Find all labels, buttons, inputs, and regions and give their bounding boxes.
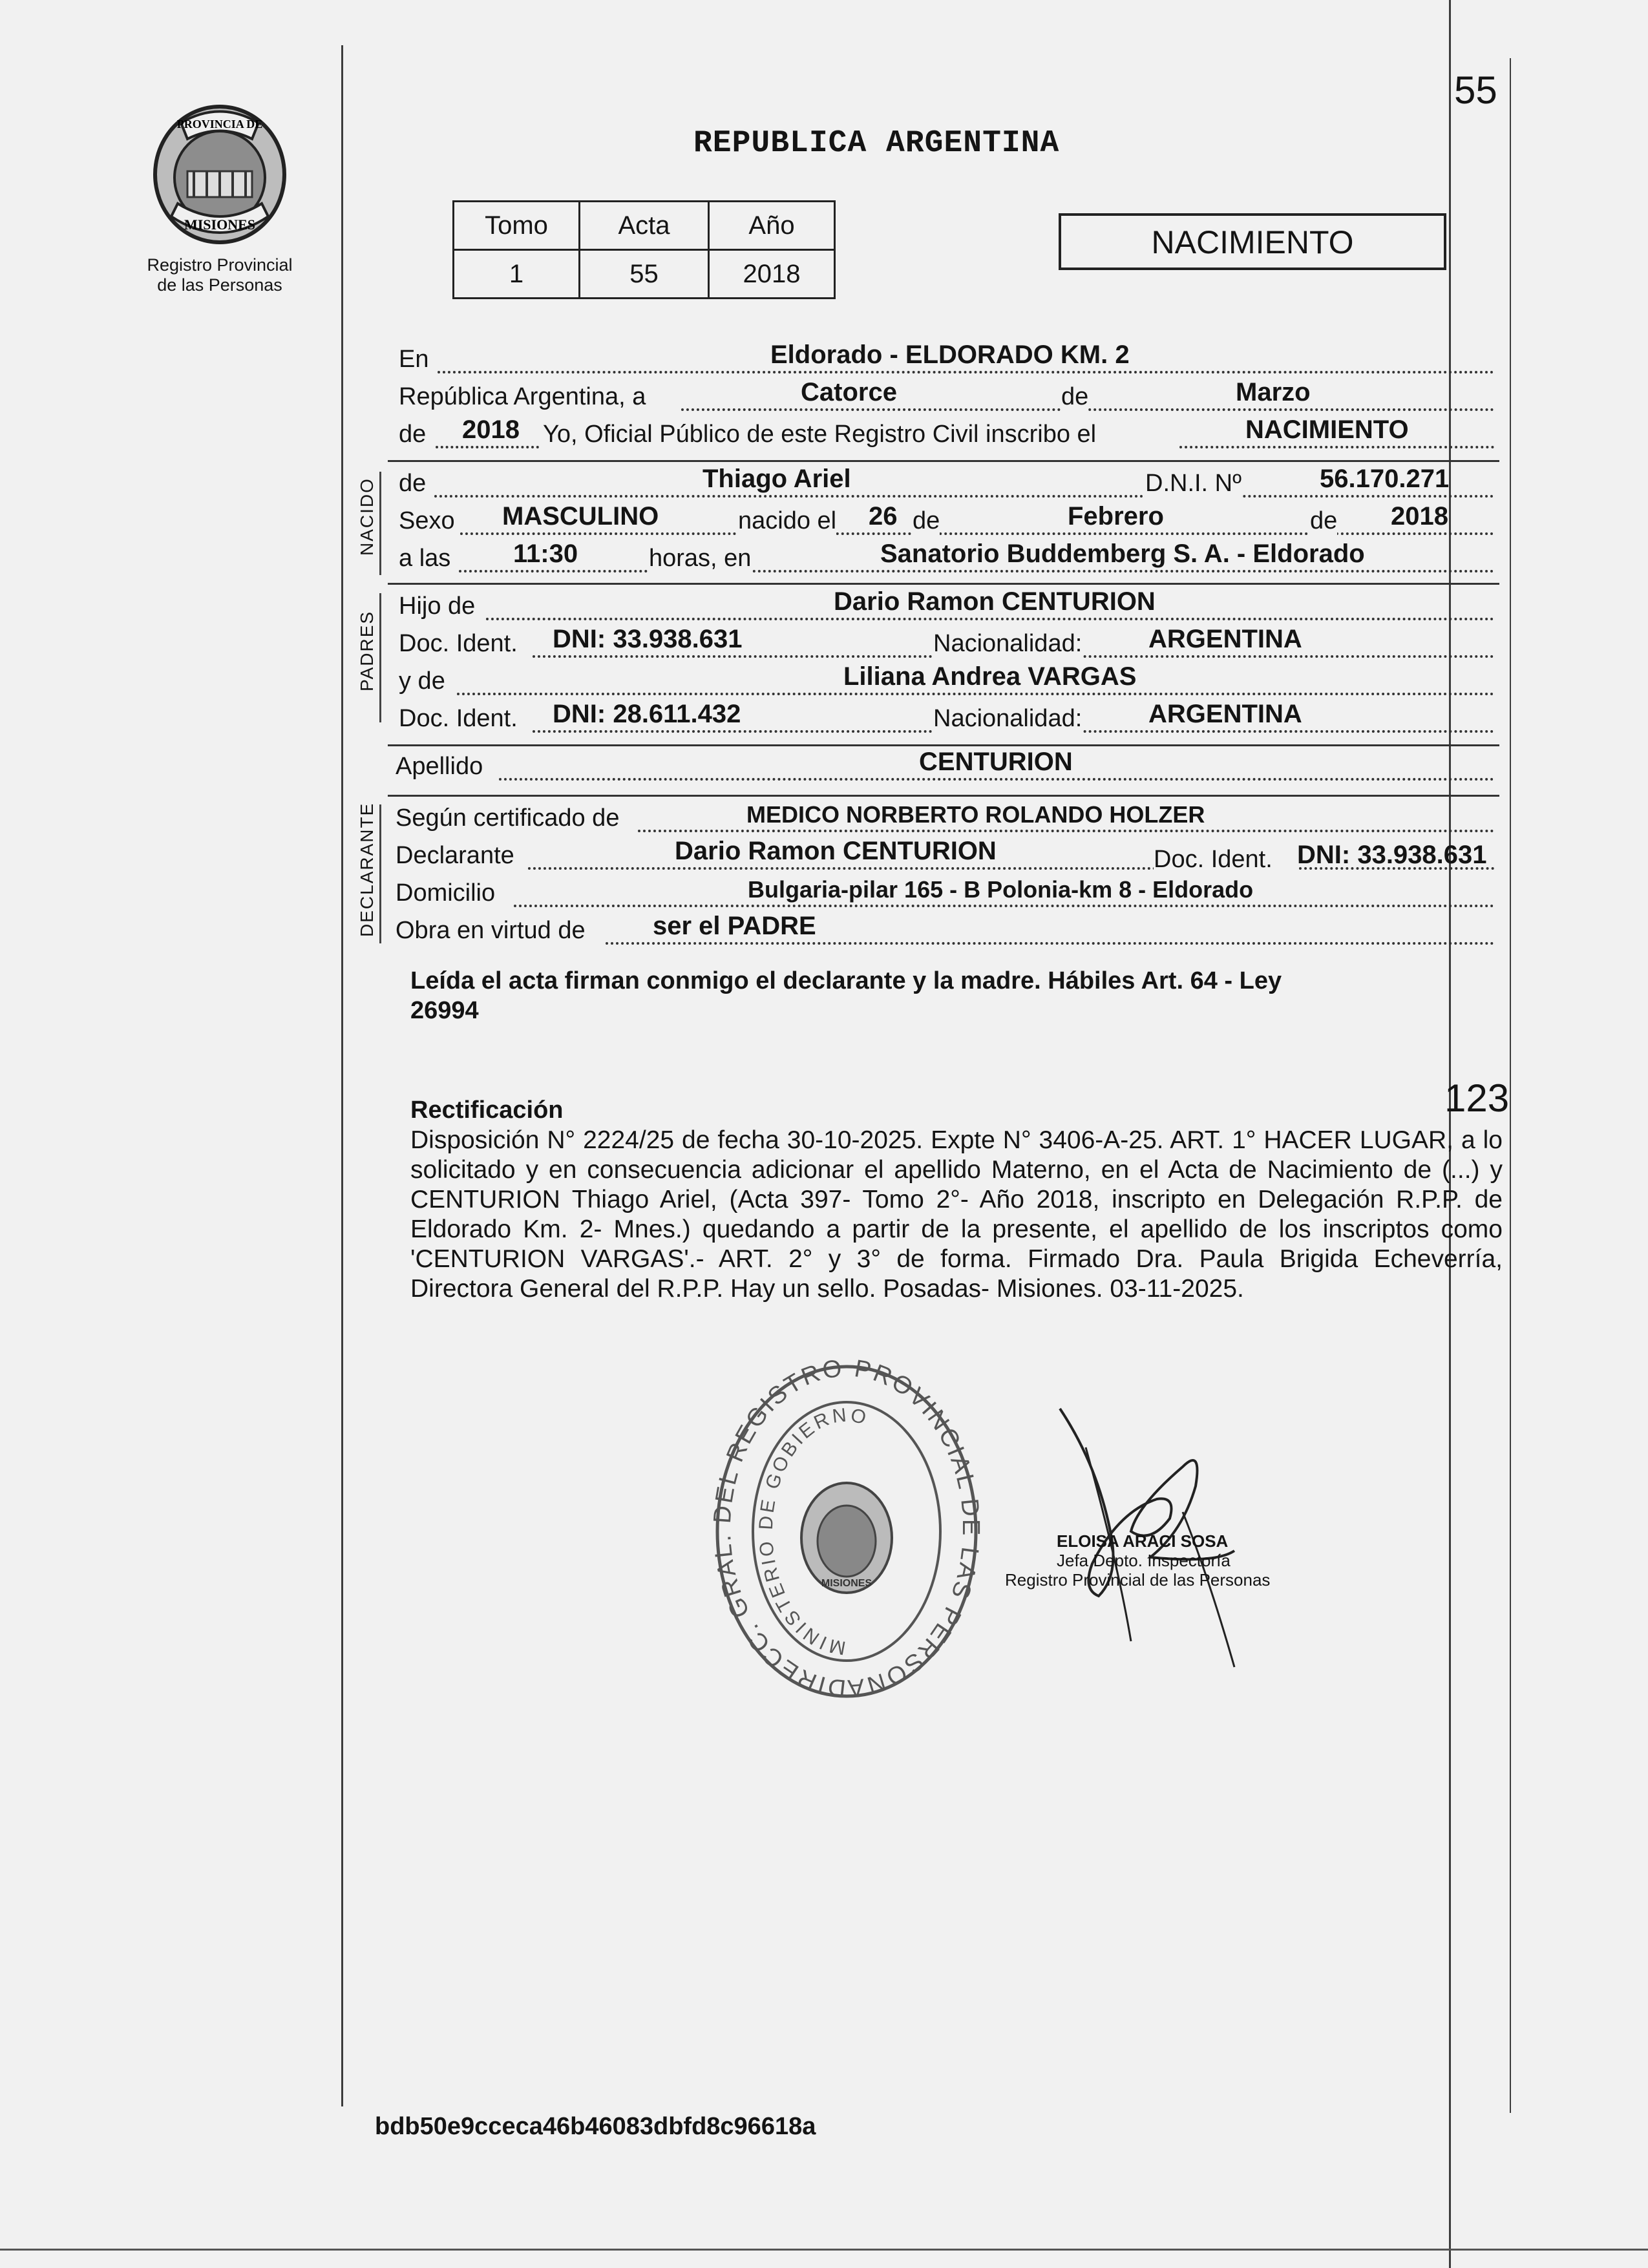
value-father-nationality: ARGENTINA <box>1148 625 1302 653</box>
value-child-dni: 56.170.271 <box>1320 465 1450 493</box>
table-header-tomo: Tomo <box>454 202 580 250</box>
label-de3: de <box>399 470 427 497</box>
label-hijo: Hijo de <box>399 593 476 620</box>
label-doc-ident: Doc. Ident. <box>399 630 518 657</box>
section-bracket <box>379 804 381 943</box>
label-declarante: Declarante <box>396 842 514 869</box>
value-birth-month: Febrero <box>1068 502 1164 530</box>
value-year: 2018 <box>462 415 520 444</box>
label-a-las: a las <box>399 545 451 572</box>
label-dni: D.N.I. Nº <box>1145 470 1241 497</box>
dotted-line <box>457 693 1494 695</box>
label-segun: Según certificado de <box>396 804 620 832</box>
dotted-line <box>459 570 1494 572</box>
svg-text:PROVINCIA DE: PROVINCIA DE <box>176 118 263 131</box>
page-title: REPUBLICA ARGENTINA <box>693 126 1060 161</box>
label-yo: Yo, Oficial Público de este Registro Civil inscribo el <box>543 421 1097 448</box>
row-date <box>396 380 1494 417</box>
label-nacionalidad: Nacionalidad: <box>933 630 1083 657</box>
row-certificate <box>396 801 1494 839</box>
page-number-top: 55 <box>1454 68 1497 112</box>
label-de: de <box>1061 383 1089 410</box>
table-value-acta: 55 <box>580 250 709 299</box>
side-label-padres: PADRES <box>357 610 377 691</box>
table-header-anio: Año <box>709 202 835 250</box>
label-obra: Obra en virtud de <box>396 917 586 944</box>
value-birth-time: 11:30 <box>513 540 578 568</box>
value-child-name: Thiago Ariel <box>703 465 851 493</box>
svg-text:DIRECC. GRAL. DEL REGISTRO PRO: DIRECC. GRAL. DEL REGISTRO PROVINCIAL DE LAS PERSONA <box>711 1357 982 1702</box>
value-address: Bulgaria-pilar 165 - B Polonia-km 8 - Eldorado <box>748 876 1254 903</box>
value-surname: CENTURION <box>919 748 1073 776</box>
table-header-acta: Acta <box>580 202 709 250</box>
row-time-place <box>396 541 1494 579</box>
value-month: Marzo <box>1236 378 1311 406</box>
value-father-name: Dario Ramon CENTURION <box>834 587 1156 616</box>
bottom-edge-line <box>0 2249 1648 2251</box>
value-declarant-name: Dario Ramon CENTURION <box>675 837 997 865</box>
value-place: Eldorado - ELDORADO KM. 2 <box>770 341 1130 369</box>
dotted-line <box>438 371 1494 373</box>
label-nacido: nacido el <box>738 507 837 534</box>
registry-caption-line1: Registro Provincial <box>147 255 293 275</box>
label-nacionalidad2: Nacionalidad: <box>933 705 1083 732</box>
row-father <box>396 589 1494 627</box>
value-inscribe-type: NACIMIENTO <box>1245 415 1409 444</box>
section-separator <box>388 583 1499 585</box>
value-birth-day: 26 <box>869 502 898 530</box>
label-de4: de <box>913 507 940 534</box>
row-address <box>396 876 1494 914</box>
label-apellido: Apellido <box>396 753 483 780</box>
label-de2: de <box>399 421 427 448</box>
dotted-line <box>499 778 1494 781</box>
official-stamp <box>711 1357 982 1706</box>
dotted-line <box>528 867 1187 870</box>
far-right-margin-line <box>1510 58 1511 2113</box>
handwritten-signature-icon <box>1021 1370 1280 1680</box>
row-year <box>396 417 1494 455</box>
row-child-name <box>396 467 1494 504</box>
value-sex: MASCULINO <box>502 502 659 530</box>
row-mother <box>396 664 1494 702</box>
section-bracket <box>379 593 381 722</box>
section-separator <box>388 795 1499 797</box>
act-type-box: NACIMIENTO <box>1059 213 1446 270</box>
signatory-name: ELOISA ARACI SOSA <box>1057 1531 1229 1551</box>
closing-line-1: Leída el acta firman conmigo el declarante y la madre. Hábiles Art. 64 - Ley <box>410 967 1282 994</box>
table-value-anio: 2018 <box>709 250 835 299</box>
label-republica: República Argentina, a <box>399 383 646 410</box>
section-separator <box>388 460 1499 462</box>
value-father-doc: DNI: 33.938.631 <box>553 625 743 653</box>
row-mother-doc <box>396 702 1494 739</box>
dotted-line <box>486 618 1494 620</box>
dotted-line <box>460 532 1494 535</box>
dotted-line <box>1179 446 1494 448</box>
section-separator <box>388 744 1499 746</box>
dotted-line <box>436 446 539 448</box>
side-label-declarante: DECLARANTE <box>357 802 377 937</box>
value-certificate-by: MEDICO NORBERTO ROLANDO HOLZER <box>746 801 1205 828</box>
value-by-virtue: ser el PADRE <box>653 912 816 940</box>
dotted-line <box>434 495 1494 498</box>
registry-table <box>452 200 836 299</box>
closing-line-2: 26994 <box>410 997 479 1024</box>
label-de5: de <box>1310 507 1338 534</box>
registry-caption-line2: de las Personas <box>157 275 282 295</box>
label-sexo: Sexo <box>399 507 455 534</box>
value-day: Catorce <box>801 378 897 406</box>
signature-block <box>1005 1531 1315 1590</box>
svg-text:MISIONES: MISIONES <box>184 216 256 233</box>
row-surname <box>396 750 1494 787</box>
value-birth-year: 2018 <box>1391 502 1448 530</box>
dotted-line <box>514 905 1494 907</box>
value-declarant-doc: DNI: 33.938.631 <box>1297 841 1487 869</box>
official-stamp-icon <box>711 1357 982 1706</box>
row-declarant <box>396 839 1494 876</box>
label-y-de: y de <box>399 667 445 695</box>
value-birth-place: Sanatorio Buddemberg S. A. - Eldorado <box>880 540 1365 568</box>
signatory-role: Jefa Depto. Inspectoría <box>1057 1551 1231 1570</box>
left-margin-line <box>341 45 343 2106</box>
row-place <box>396 342 1494 380</box>
row-by-virtue <box>396 914 1494 951</box>
row-sex-birth <box>396 504 1494 541</box>
row-father-doc <box>396 627 1494 664</box>
signatory-org: Registro Provincial de las Personas <box>1005 1570 1271 1590</box>
document-hash: bdb50e9cceca46b46083dbfd8c96618a <box>375 2113 816 2140</box>
value-mother-nationality: ARGENTINA <box>1148 700 1302 728</box>
registry-caption <box>123 255 317 295</box>
svg-text:MINISTERIO DE GOBIERNO: MINISTERIO DE GOBIERNO <box>755 1404 871 1659</box>
label-en: En <box>399 346 429 373</box>
rectification-title: Rectificación <box>410 1097 564 1124</box>
value-mother-name: Liliana Andrea VARGAS <box>843 662 1137 691</box>
label-domicilio: Domicilio <box>396 879 496 907</box>
value-mother-doc: DNI: 28.611.432 <box>553 700 741 728</box>
page-number-mid: 123 <box>1444 1076 1510 1120</box>
signature <box>1021 1370 1280 1680</box>
rectification-body: Disposición N° 2224/25 de fecha 30-10-2025. Expte N° 3406-A-25. ART. 1° HACER LUGAR, a lo solicitado y en consecuencia adicionar el apellido Materno, en el Acta de Nacimiento de (...) y CENTURION Thiago Ariel, (Acta 397- Tomo 2°- Año 2018, inscripto en Delegación R.P.P. de Eldorado Km. 2- Mnes.) quedando a partir de la presente, el apellido de los inscriptos como 'CENTURION VARGAS'.- ART. 2° y 3° de forma. Firmado Dra. Paula Brigida Echeverría, Directora General del R.P.P. Hay un sello. Posadas- Misiones. 03-11-2025. <box>410 1126 1503 1303</box>
misiones-coat-of-arms-icon <box>142 97 297 252</box>
svg-text:MISIONES: MISIONES <box>821 1578 872 1589</box>
dotted-line <box>638 830 1494 832</box>
province-logo <box>123 97 317 255</box>
label-doc-ident2: Doc. Ident. <box>399 705 518 732</box>
side-label-nacido: NACIDO <box>357 478 377 556</box>
closing-statement <box>410 966 1522 1025</box>
label-horas: horas, en <box>649 545 752 572</box>
table-value-tomo: 1 <box>454 250 580 299</box>
section-bracket <box>379 472 381 575</box>
dotted-line <box>606 942 1494 945</box>
label-doc-ident3: Doc. Ident. <box>1154 846 1273 873</box>
